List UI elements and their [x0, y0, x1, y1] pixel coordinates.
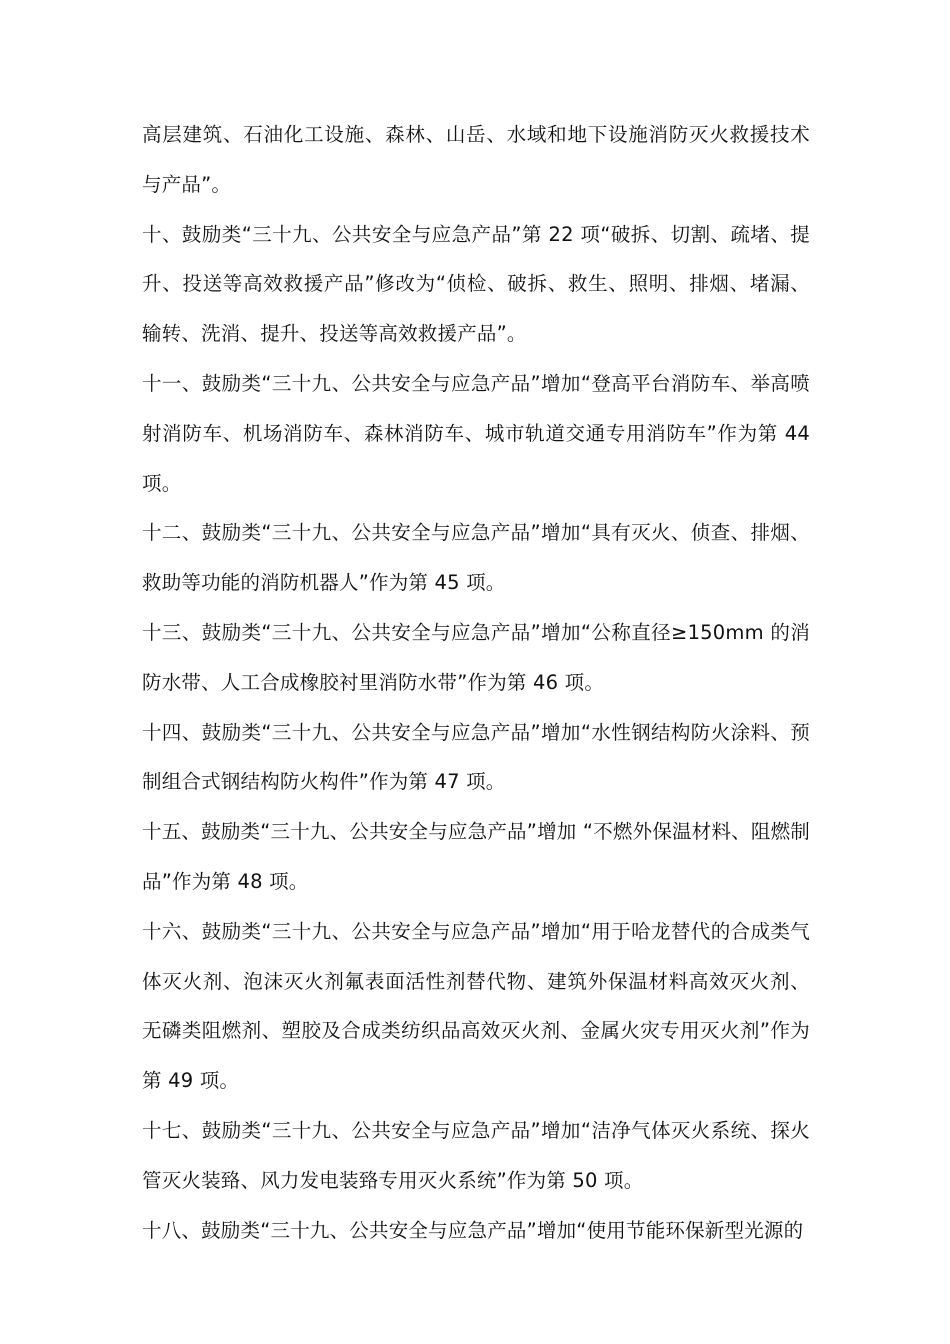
- paragraph-item-13: 十三、鼓励类“三十九、公共安全与应急产品”增加“公称直径≥150mm 的消防水带、人工合成橡胶衬里消防水带”作为第 46 项。: [142, 620, 810, 694]
- document-body: [142, 110, 810, 1255]
- paragraph-continuation: 高层建筑、石油化工设施、森林、山岳、水域和地下设施消防灭火救援技术与产品”。: [142, 123, 810, 196]
- paragraph-item-16: 十六、鼓励类“三十九、公共安全与应急产品”增加“用于哈龙替代的合成类气体灭火剂、泡沫灭火剂氟表面活性剂替代物、建筑外保温材料高效灭火剂、无磷类阻燃剂、塑胶及合成类纺织品高效灭火剂、金属火灾专用灭火剂”作为第 49 项。: [142, 919, 810, 1093]
- paragraph-item-14: 十四、鼓励类“三十九、公共安全与应急产品”增加“水性钢结构防火涂料、预制组合式钢结构防火构件”作为第 47 项。: [142, 720, 810, 794]
- paragraph-item-12: 十二、鼓励类“三十九、公共安全与应急产品”增加“具有灭火、侦查、排烟、救助等功能的消防机器人”作为第 45 项。: [142, 521, 810, 595]
- paragraph-item-10: 十、鼓励类“三十九、公共安全与应急产品”第 22 项“破拆、切割、疏堵、提升、投送等高效救援产品”修改为“侦检、破拆、救生、照明、排烟、堵漏、输转、洗消、提升、投送等高效救援产品”。: [142, 222, 810, 346]
- paragraph-item-11: 十一、鼓励类“三十九、公共安全与应急产品”增加“登高平台消防车、举高喷射消防车、机场消防车、森林消防车、城市轨道交通专用消防车”作为第 44 项。: [142, 371, 810, 495]
- paragraph-item-18: 十八、鼓励类“三十九、公共安全与应急产品”增加“使用节能环保新型光源的: [142, 1218, 804, 1242]
- paragraph-item-17: 十七、鼓励类“三十九、公共安全与应急产品”增加“洁净气体灭火系统、探火管灭火装臵、风力发电装臵专用灭火系统”作为第 50 项。: [142, 1118, 810, 1192]
- paragraph-item-15: 十五、鼓励类“三十九、公共安全与应急产品”增加 “不燃外保温材料、阻燃制品”作为第 48 项。: [142, 820, 810, 893]
